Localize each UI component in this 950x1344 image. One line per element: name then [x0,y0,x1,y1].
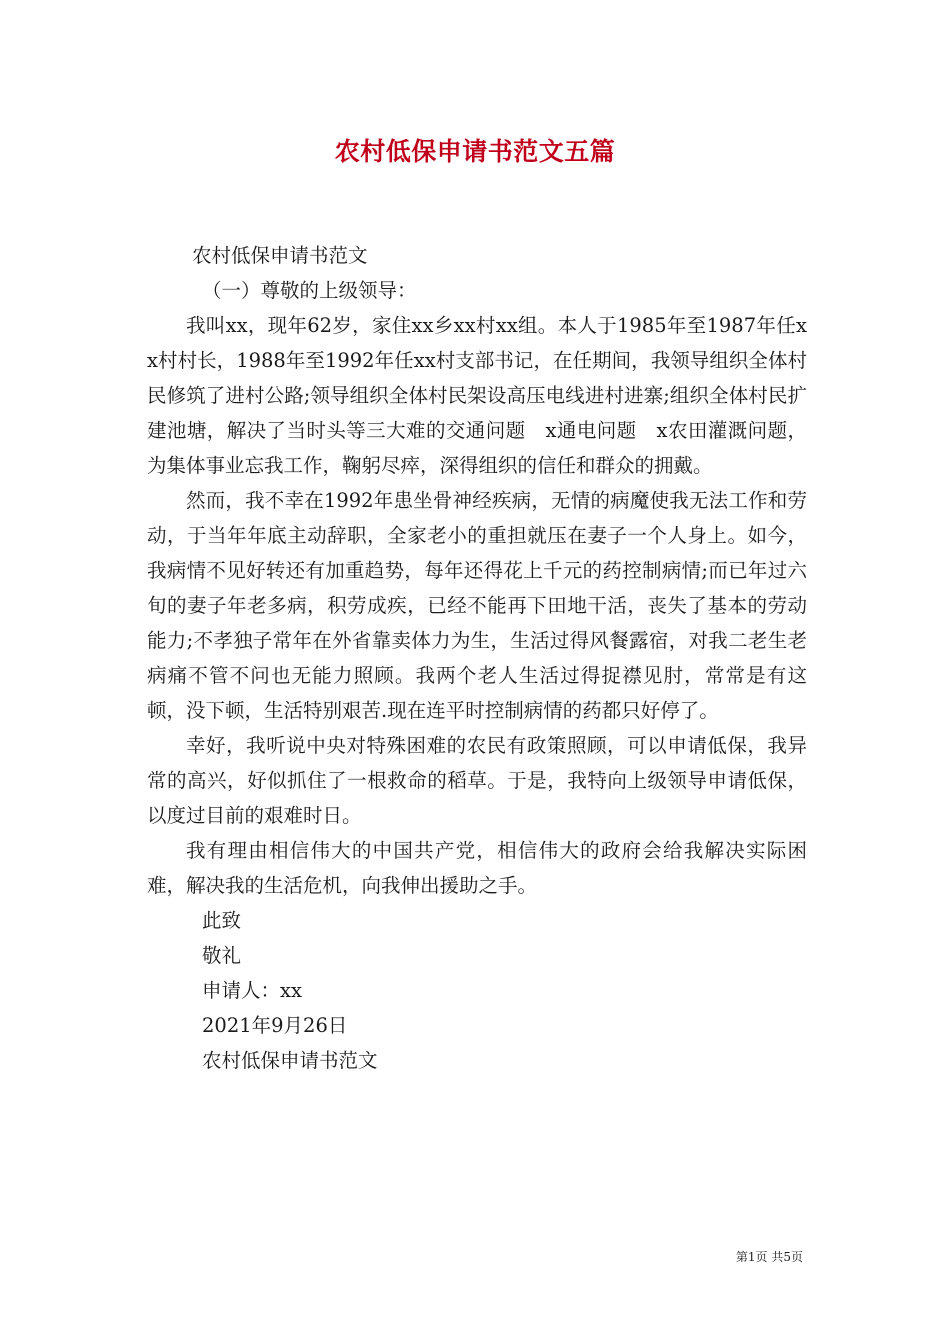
paragraph: 幸好，我听说中央对特殊困难的农民有政策照顾，可以申请低保，我异常的高兴，好似抓住了一根救命的稻草。于是，我特向上级领导申请低保，以度过目前的艰难时日。 [147,734,807,827]
applicant-signature: 申请人：xx [202,979,302,1002]
page-number: 第1页 共5页 [735,1250,803,1264]
salutation: （一）尊敬的上级领导： [202,279,417,302]
next-section-heading: 农村低保申请书范文 [202,1049,378,1072]
document-title: 农村低保申请书范文五篇 [334,137,616,166]
document-body [147,238,807,1078]
closing-line: 敬礼 [202,944,242,967]
paragraph: 然而，我不幸在1992年患坐骨神经疾病，无情的病魔使我无法工作和劳动，于当年年底主动辞职，全家老小的重担就压在妻子一个人身上。如今，我病情不见好转还有加重趋势，每年还得花上千元的药控制病情;而已年过六旬的妻子年老多病，积劳成疾，已经不能再下田地干活，丧失了基本的劳动能力;不孝独子常年在外省靠卖体力为生，生活过得风餐露宿，对我二老生老病痛不管不问也无能力照顾。我两个老人生活过得捉襟见肘，常常是有这顿，没下顿，生活特别艰苦.现在连平时控制病情的药都只好停了。 [147,489,807,722]
section-heading: 农村低保申请书范文 [192,244,368,267]
paragraph: 我有理由相信伟大的中国共产党，相信伟大的政府会给我解决实际困难，解决我的生活危机，向我伸出援助之手。 [147,839,807,897]
closing-line: 此致 [202,909,242,932]
paragraph: 我叫xx，现年62岁，家住xx乡xx村xx组。本人于1985年至1987年任xx村村长，1988年至1992年任xx村支部书记，在任期间，我领导组织全体村民修筑了进村公路;领导组织全体村民架设高压电线进村进寨;组织全体村民扩建池塘，解决了当时头等三大难的交通问题 x通电问题 x农田灌溉问题，为集体事业忘我工作，鞠躬尽瘁，深得组织的信任和群众的拥戴。 [147,314,807,477]
application-date: 2021年9月26日 [202,1014,348,1037]
